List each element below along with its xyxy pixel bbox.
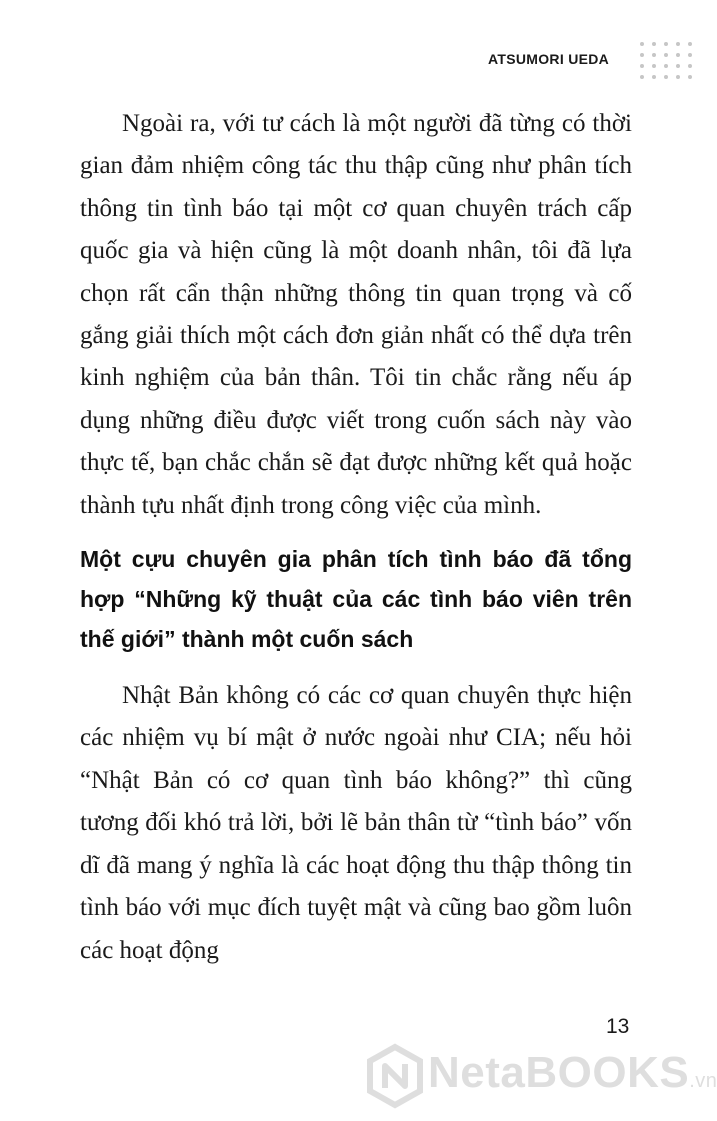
- running-header-author: ATSUMORI UEDA: [488, 51, 610, 67]
- decorative-dot: [664, 64, 668, 68]
- decorative-dot: [676, 42, 680, 46]
- decorative-dot: [640, 64, 644, 68]
- decorative-dot: [652, 64, 656, 68]
- netabooks-logo-icon: [366, 1044, 424, 1108]
- decorative-dot: [652, 75, 656, 79]
- decorative-dot: [688, 53, 692, 57]
- watermark-brand: NetaBOOKS: [428, 1048, 690, 1097]
- decorative-dot: [664, 53, 668, 57]
- paragraph-body: Nhật Bản không có các cơ quan chuyên thực hiện các nhiệm vụ bí mật ở nước ngoài như CIA; nếu hỏi “Nhật Bản có cơ quan tình báo không?” thì cũng tương đối khó trả lời, bởi lẽ bản thân từ “tình báo” vốn dĩ đã mang ý nghĩa là các hoạt động thu thập thông tin tình báo với mục đích tuyệt mật và cũng bao gồm luôn các hoạt động: [80, 682, 632, 964]
- page-number: 13: [606, 1015, 630, 1038]
- watermark-tld: .vn: [689, 1070, 717, 1092]
- decorative-dot: [652, 42, 656, 46]
- watermark: [366, 1042, 717, 1112]
- decorative-dot: [640, 53, 644, 57]
- paragraph-intro: Ngoài ra, với tư cách là một người đã từng có thời gian đảm nhiệm công tác thu thập cũng như phân tích thông tin tình báo tại một cơ quan chuyên trách cấp quốc gia và hiện cũng là một doanh nhân, tôi đã lựa chọn rất cẩn thận những thông tin quan trọng và cố gắng giải thích một cách đơn giản nhất có thể dựa trên kinh nghiệm của bản thân. Tôi tin chắc rằng nếu áp dụng những điều được viết trong cuốn sách này vào thực tế, bạn chắc chắn sẽ đạt được những kết quả hoặc thành tựu nhất định trong công việc của mình.: [80, 110, 632, 519]
- decorative-dot: [688, 64, 692, 68]
- decorative-dot: [664, 75, 668, 79]
- decorative-dot: [676, 64, 680, 68]
- decorative-dot: [688, 75, 692, 79]
- decorative-dot: [676, 75, 680, 79]
- page-content: [80, 103, 632, 972]
- decorative-dot: [664, 42, 668, 46]
- section-heading: Một cựu chuyên gia phân tích tình báo đã tổng hợp “Những kỹ thuật của các tình báo viên trên thế giới” thành một cuốn sách: [80, 546, 632, 653]
- decorative-dot: [676, 53, 680, 57]
- decorative-dot: [652, 53, 656, 57]
- decorative-dots: [640, 42, 700, 82]
- watermark-text: [428, 1048, 717, 1098]
- decorative-dot: [640, 75, 644, 79]
- decorative-dot: [640, 42, 644, 46]
- decorative-dot: [688, 42, 692, 46]
